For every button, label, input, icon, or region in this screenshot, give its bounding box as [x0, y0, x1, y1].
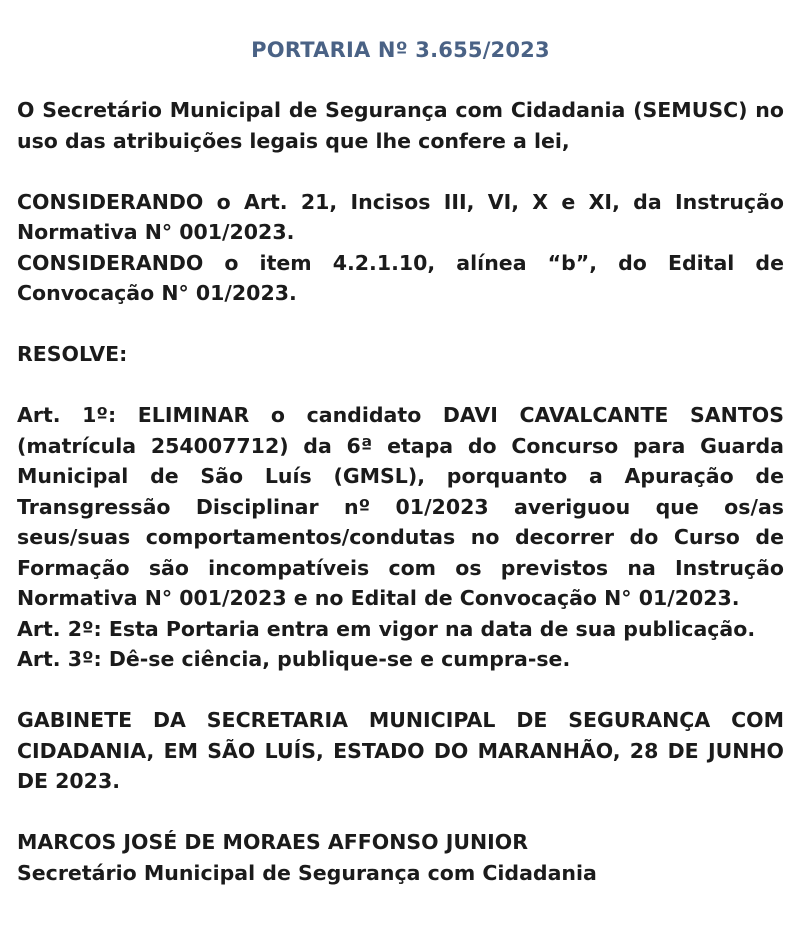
spacer — [17, 797, 784, 828]
spacer — [17, 156, 784, 187]
considerando-1: CONSIDERANDO o Art. 21, Incisos III, VI, X e XI, da Instrução Normativa N° 001/2023. — [17, 189, 784, 244]
spacer — [17, 370, 784, 401]
document-title: PORTARIA Nº 3.655/2023 — [251, 38, 550, 62]
signatory-name: MARCOS JOSÉ DE MORAES AFFONSO JUNIOR — [17, 830, 528, 854]
spacer — [17, 675, 784, 706]
considerando-2: CONSIDERANDO o item 4.2.1.10, alínea “b”, do Edital de Convocação N° 01/2023. — [17, 250, 784, 305]
intro-paragraph: O Secretário Municipal de Segurança com Cidadania (SEMUSC) no uso das atribuições legais que lhe confere a lei, — [17, 98, 784, 153]
article-1: Art. 1º: ELIMINAR o candidato DAVI CAVALCANTE SANTOS (matrícula 254007712) da 6ª etapa do Concurso para Guarda Municipal de São Luís (GMSL), porquanto a Apuração de Transgressão Disciplinar nº 01/2023 averiguou que os/as seus/suas comportamentos/condutas no decorrer do Curso de Formação são incompatíveis com os previstos na Instrução Normativa N° 001/2023 e no Edital de Convocação N° 01/2023. — [17, 403, 784, 610]
signatory-role: Secretário Municipal de Segurança com Cidadania — [17, 860, 597, 885]
gabinete-paragraph: GABINETE DA SECRETARIA MUNICIPAL DE SEGURANÇA COM CIDADANIA, EM SÃO LUÍS, ESTADO DO MARANHÃO, 28 DE JUNHO DE 2023. — [17, 708, 784, 793]
spacer — [17, 309, 784, 340]
article-3: Art. 3º: Dê-se ciência, publique-se e cumpra-se. — [17, 647, 571, 671]
article-2: Art. 2º: Esta Portaria entra em vigor na data de sua publicação. — [17, 616, 756, 641]
resolve-heading: RESOLVE: — [17, 342, 128, 366]
